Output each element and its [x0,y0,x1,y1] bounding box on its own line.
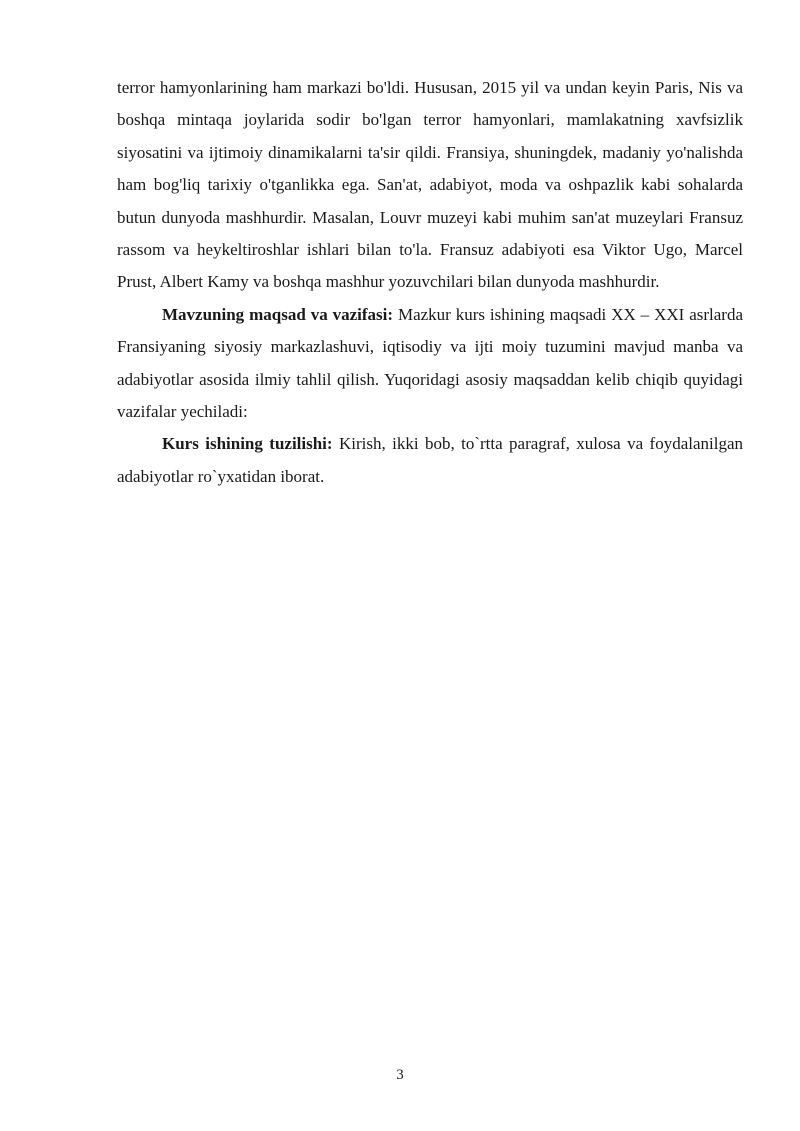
paragraph-goal-and-tasks [117,299,743,429]
section-heading-goal: Mavzuning maqsad va vazifasi: [162,304,394,324]
page-number: 3 [396,1067,404,1083]
paragraph-text: Mazkur kurs ishining maqsadi XX – XXI asrlarda Fransiyaning siyosiy markazlashuvi, iqtisodiy va ijti moiy tuzumini mavjud manba va adabiyotlar asosida ilmiy tahlil qilish. Yuqoridagi asosiy maqsaddan kelib chiqib quyidagi vazifalar yechiladi: [117,304,744,422]
body-text [117,72,743,493]
section-heading-structure: Kurs ishining tuzilishi: [162,434,333,454]
paragraph-text: terror hamyonlarining ham markazi bo'ldi. Hususan, 2015 yil va undan keyin Paris, Nis va boshqa mintaqa joylarida sodir bo'lgan terror hamyonlari, mamlakatning xavfsizlik siyosatini va ijtimoiy dinamikalarni ta'sir qildi. Fransiya, shuningdek, madaniy yo'nalishda ham bog'liq tarixiy o'tganlikka ega. San'at, adabiyot, moda va oshpazlik kabi sohalarda butun dunyoda mashhurdir. Masalan, Louvr muzeyi kabi muhim san'at muzeylari Fransuz rassom va heykeltiroshlar ishlari bilan to'la. Fransuz adabiyoti esa Viktor Ugo, Marcel Prust, Albert Kamy va boshqa mashhur yozuvchilari bilan dunyoda mashhurdir. [117,78,743,292]
paragraph-text: Kirish, ikki bob, to`rtta paragraf, xulosa va foydalanilgan adabiyotlar ro`yxatidan iborat. [117,434,744,486]
paragraph-structure [117,428,743,493]
paragraph-france-overview [117,72,743,299]
